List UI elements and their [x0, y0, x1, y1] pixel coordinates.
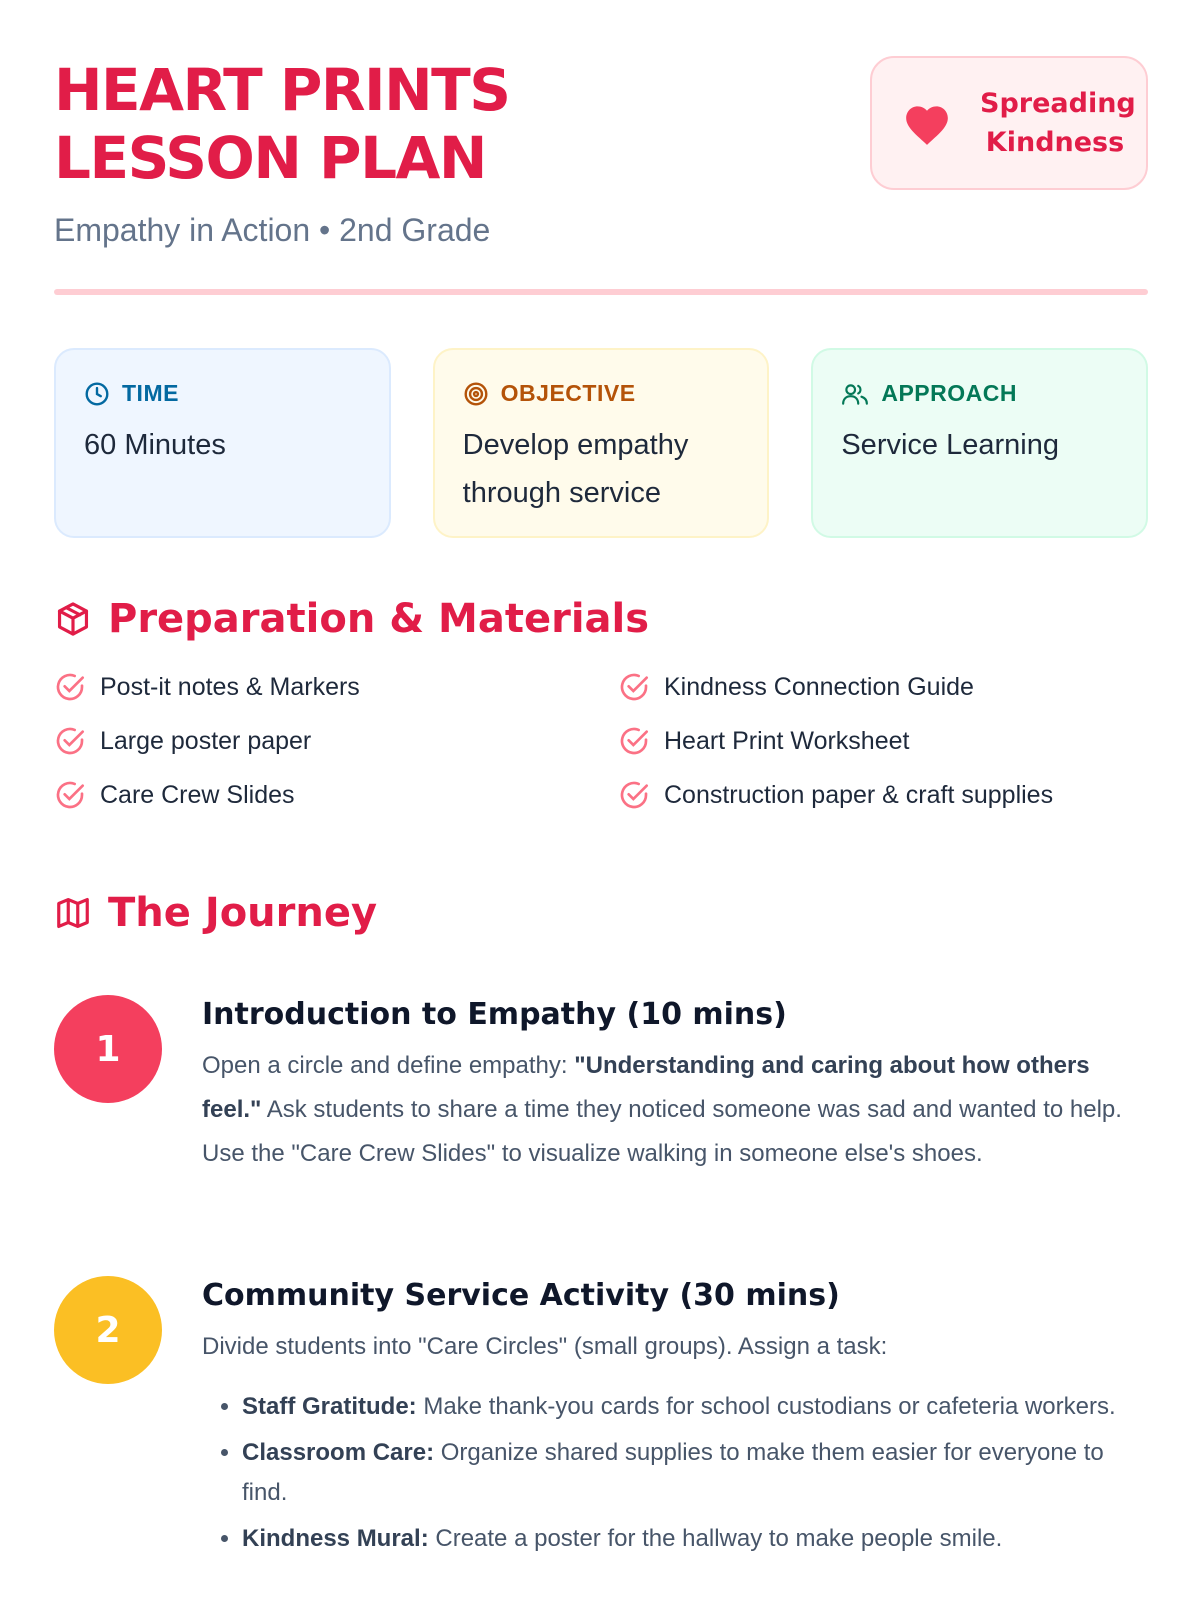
step-body [202, 997, 1148, 1176]
step-body [202, 1278, 1148, 1565]
approach-value: Service Learning [841, 429, 1059, 461]
materials-heading [54, 596, 649, 642]
check-circle-icon [54, 779, 86, 811]
objective-label: OBJECTIVE [500, 380, 636, 406]
package-icon [54, 600, 92, 638]
page-subtitle: Empathy in Action • 2nd Grade [54, 212, 491, 248]
list-item: • Classroom Care: Organize shared supplies to make them easier for everyone to find. [242, 1433, 1148, 1513]
journey-heading [54, 890, 377, 936]
list-item: Post-it notes & Markers [54, 670, 618, 704]
objective-card [433, 348, 770, 538]
task-list [202, 1387, 1148, 1559]
approach-card [811, 348, 1148, 538]
check-circle-icon [54, 725, 86, 757]
clock-icon [84, 381, 110, 407]
users-icon [841, 381, 869, 407]
materials-heading-text: Preparation & Materials [108, 596, 650, 642]
check-circle-icon [54, 671, 86, 703]
time-card [54, 348, 391, 538]
empathy-definition: "Understanding and caring about how others feel." [202, 1052, 1090, 1123]
check-circle-icon [618, 725, 650, 757]
map-icon [54, 894, 92, 932]
step-title: Introduction to Empathy (10 mins) [202, 997, 787, 1032]
step-description: Open a circle and define empathy: "Understanding and caring about how others feel." Ask students to share a time they noticed someone was sad and wanted to help. Use the "Care Crew Slides" to visualize walking in someone else's shoes. [202, 1052, 1122, 1167]
objective-value: Develop empathy through service [462, 429, 689, 509]
step-description: Divide students into "Care Circles" (small groups). Assign a task: [202, 1333, 888, 1360]
time-label: TIME [122, 380, 179, 406]
time-value: 60 Minutes [84, 429, 226, 461]
list-item: Heart Print Worksheet [618, 724, 1148, 758]
step-title: Community Service Activity (30 mins) [202, 1278, 840, 1313]
list-item: Kindness Connection Guide [618, 670, 1148, 704]
materials-list [54, 670, 1148, 812]
list-item: Large poster paper [54, 724, 618, 758]
list-item: • Kindness Mural: Create a poster for the hallway to make people smile. [242, 1519, 1148, 1559]
header-divider [54, 289, 1148, 295]
list-item: • Staff Gratitude: Make thank-you cards for school custodians or cafeteria workers. [242, 1387, 1148, 1427]
badge-label: Spreading Kindness [980, 88, 1136, 158]
step-number-badge: 2 [54, 1276, 162, 1384]
step-number-badge: 1 [54, 995, 162, 1103]
list-item: Construction paper & craft supplies [618, 778, 1148, 812]
header [54, 56, 1148, 249]
info-cards [54, 348, 1148, 538]
heart-icon [902, 100, 952, 146]
check-circle-icon [618, 779, 650, 811]
journey-heading-text: The Journey [108, 890, 378, 936]
page-title: HEART PRINTS LESSON PLAN [54, 56, 510, 192]
kindness-badge [870, 56, 1148, 190]
target-icon [463, 381, 489, 407]
approach-label: APPROACH [881, 380, 1017, 406]
list-item: Care Crew Slides [54, 778, 618, 812]
check-circle-icon [618, 671, 650, 703]
